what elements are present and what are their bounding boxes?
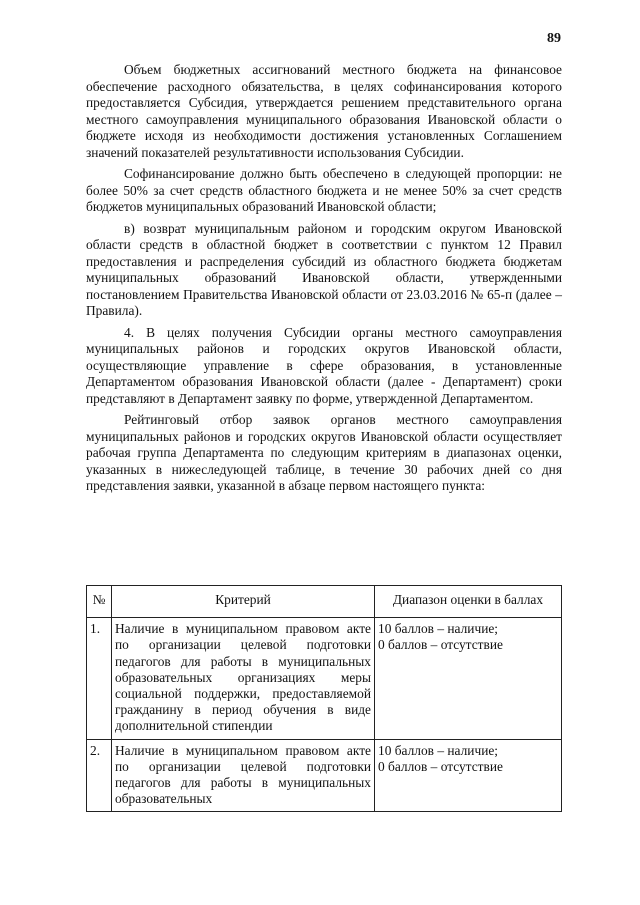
- table-header-row: [87, 586, 562, 618]
- paragraph-rating-selection: Рейтинговый отбор заявок органов местного самоуправления муниципальных районов и городских округов Ивановской области осуществляет рабочая группа Департамента по следующим критериям в диапазонах оценки, указанных в нижеследующей таблице, в течение 30 рабочих дней со дня представления заявки, указанной в абзаце первом настоящего пункта:: [86, 412, 562, 493]
- range-present: 10 баллов – наличие;: [378, 621, 499, 637]
- row-number: 1.: [87, 618, 112, 739]
- page-number: 89: [547, 31, 561, 46]
- row-criterion: Наличие в муниципальном правовом акте по организации целевой подготовки педагогов для работы в муниципальных образовательных организациях меры социальной поддержки, предоставляемой гражданину в период обучения в виде дополнительной стипендии: [112, 618, 375, 739]
- header-criterion: Критерий: [112, 586, 375, 618]
- range-present: 10 баллов – наличие;: [378, 742, 499, 758]
- paragraph-application: 4. В целях получения Субсидии органы местного самоуправления муниципальных районов и городских округов Ивановской области, осуществляющие управление в сфере образования, в установленные Департаментом образования Ивановской области (далее - Департамент) сроки представляют в Департамент заявку по форме, утвержденной Департаментом.: [86, 324, 562, 406]
- table-row: [87, 739, 562, 812]
- range-absent: 0 баллов – отсутствие: [378, 758, 503, 774]
- paragraph-budget-allocation: Объем бюджетных ассигнований местного бюджета на финансовое обеспечение расходного обязательства, в целях софинансирования которого предоставляется Субсидия, утверждается решением представительного органа местного самоуправления муниципального образования Ивановской области о бюджете исходя из необходимости достижения установленных Соглашением значений показателей результативности использования Субсидии.: [86, 62, 562, 160]
- row-criterion: Наличие в муниципальном правовом акте по организации целевой подготовки педагогов для работы в муниципальных образовательных: [112, 739, 375, 812]
- body-text: [86, 62, 562, 495]
- row-number: 2.: [87, 739, 112, 812]
- criteria-table: [86, 585, 562, 812]
- table-row: [87, 618, 562, 739]
- paragraph-cofinancing: Софинансирование должно быть обеспечено в следующей пропорции: не более 50% за счет средств областного бюджета и не менее 50% за счет средств бюджетов муниципальных образований Ивановской области;: [86, 166, 562, 214]
- row-range: [375, 618, 562, 739]
- paragraph-refund: в) возврат муниципальным районом и городским округом Ивановской области средств в областной бюджет в соответствии с пунктом 12 Правил предоставления и распределения субсидий из областного бюджета бюджетам муниципальных образований Ивановской области, утвержденными постановлением Правительства Ивановской области от 23.03.2016 № 65-п (далее – Правила).: [86, 220, 562, 318]
- row-range: [375, 739, 562, 812]
- header-num: №: [87, 586, 112, 618]
- header-range: Диапазон оценки в баллах: [375, 586, 562, 618]
- range-absent: 0 баллов – отсутствие: [378, 637, 503, 653]
